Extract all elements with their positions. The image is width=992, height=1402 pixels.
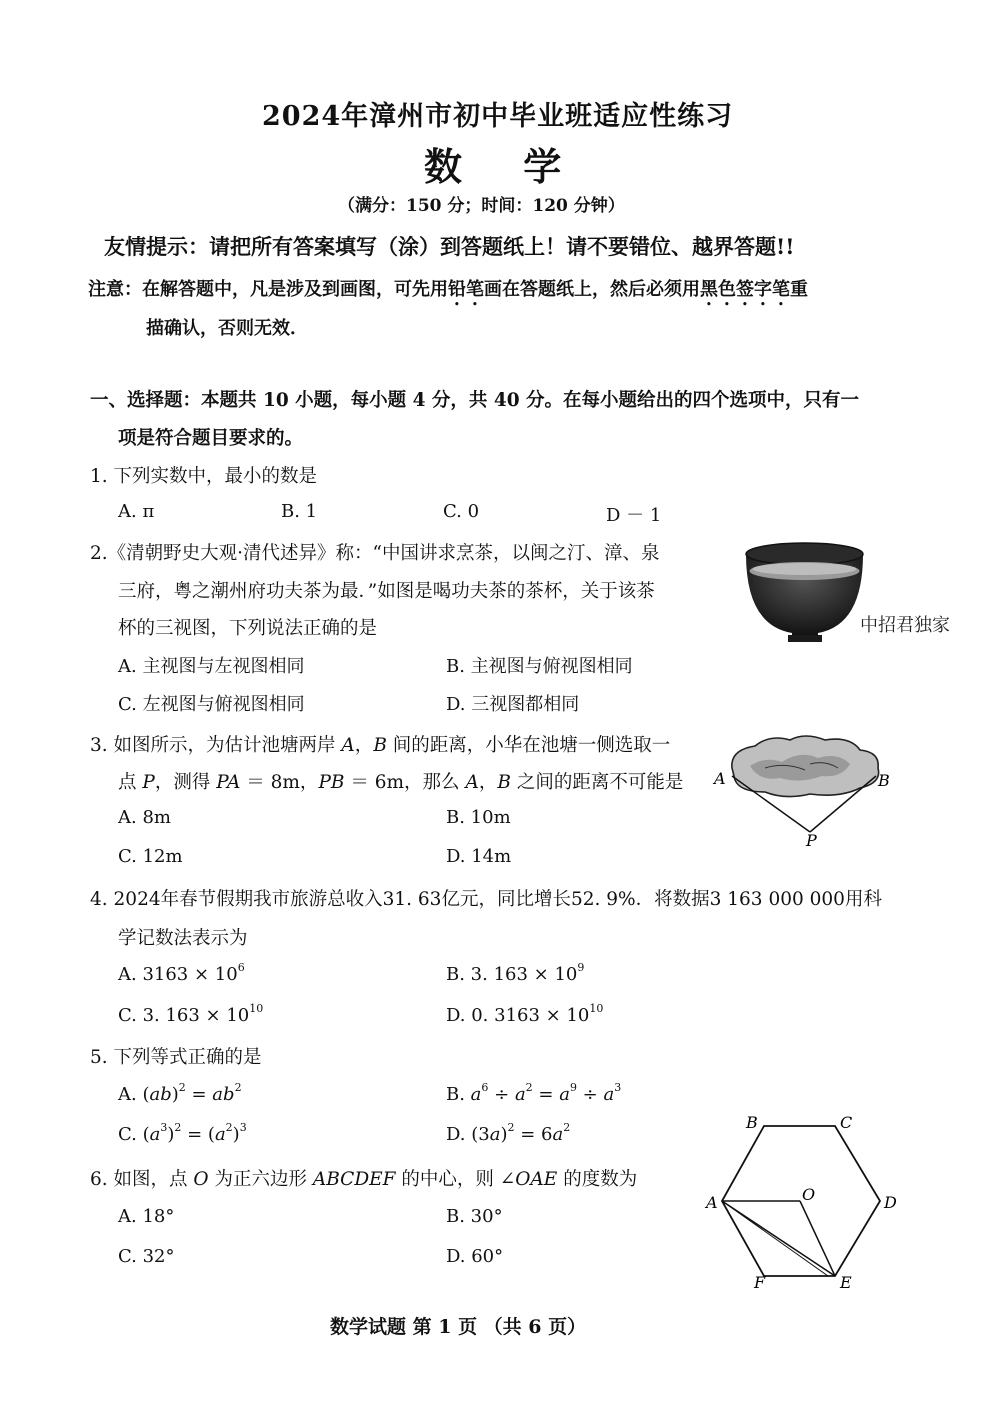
hex-label-d: D [884,1193,897,1212]
tea-cup-figure [742,540,867,645]
pond-label-b: B [878,771,890,790]
q1-option-c: C. 0 [443,501,480,522]
paper-title: 2024年漳州市初中毕业班适应性练习 [262,101,734,132]
question-2-line-1: 2.《清朝野史大观·清代述异》称：“中国讲求烹茶，以闽之汀、漳、泉 [90,543,660,564]
note-label: 注意： [88,279,142,300]
q6-option-c: C. 32° [118,1246,175,1267]
q4-option-d: D. 0. $3163 \times 10^{10}$ [446,1002,604,1026]
q3-option-a: A. 8m [118,807,171,828]
friendly-tip: 友情提示：请把所有答案填写（涂）到答题纸上！请不要错位、越界答题!! [104,234,795,259]
q4-option-a: A. $3163 \times 10^6$ [118,961,245,985]
q1-option-a: A. π [118,501,155,522]
q4-option-c: C. 3. $163 \times 10^{10}$ [118,1002,264,1026]
section-heading-cont: 项是符合题目要求的。 [118,428,304,449]
hex-label-c: C [840,1113,853,1132]
note-line-2: 描确认，否则无效． [146,318,308,339]
note-line-1: 注意：在解答题中，凡是涉及到画图，可先用铅笔画在答题纸上，然后必须用黑色签字笔重 [88,279,808,300]
hex-label-e: E [840,1273,852,1292]
pond-label-p: P [806,831,817,850]
q6-option-d: D. 60° [446,1246,504,1267]
q6-option-b: B. 30° [446,1206,503,1227]
hex-label-a: A [706,1193,718,1212]
q3-option-d: D. 14m [446,846,512,867]
q4-option-b: B. 3. $163 \times 10^9$ [446,961,585,985]
question-1-stem: 1. 下列实数中，最小的数是 [90,466,318,487]
q5-option-b: B. $a^6 \div a^2 = a^9 \div a^3$ [446,1081,622,1105]
q5-option-c: C. $(a^3)^2 = (a^2)^3$ [118,1121,247,1145]
hex-label-o: O [802,1185,816,1204]
q2-option-d: D. 三视图都相同 [446,694,580,715]
question-6-stem: 6. 如图，点 O 为正六边形 ABCDEF 的中心，则 ∠OAE 的度数为 [90,1169,638,1190]
q2-option-a: A. 主视图与左视图相同 [118,656,305,677]
q2-option-c: C. 左视图与俯视图相同 [118,694,305,715]
emphasis-black-pen: 黑色签字笔 [700,279,790,300]
question-5-stem: 5. 下列等式正确的是 [90,1047,262,1068]
question-3-line-1: 3. 如图所示，为估计池塘两岸 A，B 间的距离，小华在池塘一侧选取一 [90,735,671,756]
q1-option-b: B. 1 [281,501,318,522]
question-3-line-2: 点 P，测得 PA ＝ 8m，PB ＝ 6m，那么 A，B 之间的距离不可能是 [118,772,684,793]
page-footer: 数学试题 第 1 页 （共 6 页） [330,1316,587,1338]
pond-label-a: A [714,769,726,788]
exam-meta: （满分：150 分；时间：120 分钟） [338,196,625,216]
watermark: 中招君独家 [860,615,950,636]
q1-option-d: D － 1 [606,505,662,526]
hex-label-b: B [746,1113,758,1132]
q5-option-a: A. $(ab)^2 = ab^2$ [118,1081,242,1105]
question-2-line-3: 杯的三视图，下列说法正确的是 [118,618,378,639]
pond-figure [710,728,900,850]
q2-option-b: B. 主视图与俯视图相同 [446,656,633,677]
hexagon-figure [700,1108,915,1296]
emphasis-pencil: 铅笔 [448,279,484,300]
section-heading: 一、选择题：本题共 10 小题，每小题 4 分，共 40 分。在每小题给出的四个选项中，只有一 [90,390,860,411]
question-4-line-2: 学记数法表示为 [118,928,248,949]
question-2-line-2: 三府，粤之潮州府功夫茶为最．”如图是喝功夫茶的茶杯，关于该茶 [118,581,655,602]
hex-label-f: F [754,1273,766,1292]
q3-option-b: B. 10m [446,807,511,828]
subject-title: 数 学 [424,144,586,189]
q3-option-c: C. 12m [118,846,183,867]
q6-option-a: A. 18° [118,1206,175,1227]
question-4-line-1: 4. 2024年春节假期我市旅游总收入31. 63亿元，同比增长52. 9%．将数据3 163 000 000用科 [90,889,882,910]
q5-option-d: D. $(3a)^2 = 6a^2$ [446,1121,571,1145]
